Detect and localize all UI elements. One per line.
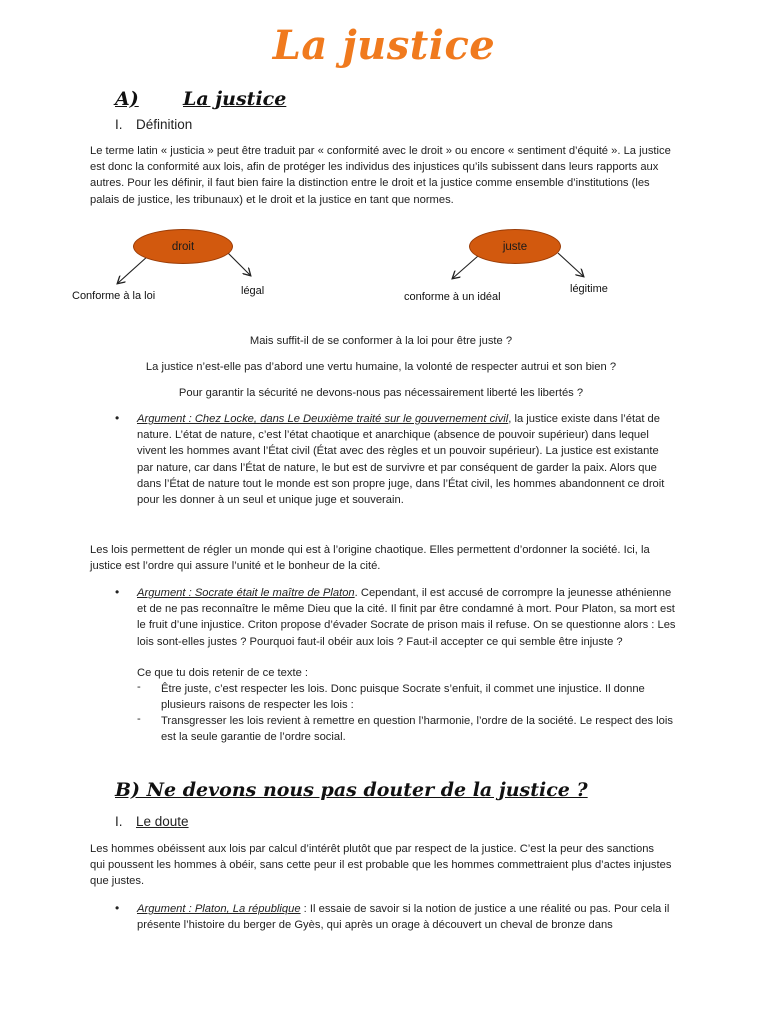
juste-left-branch: conforme à un idéal	[404, 291, 501, 303]
droit-left-branch: Conforme à la loi	[72, 290, 156, 302]
arrow-juste-right	[558, 253, 583, 276]
argument-label: Argument : Platon, La république	[137, 903, 301, 915]
section-a-title: La justice	[183, 88, 287, 110]
subsection-number: I.	[115, 117, 123, 132]
question-1: Mais suffit-il de se conformer à la loi pour être juste ?	[249, 335, 513, 347]
arrow-droit-right	[228, 253, 250, 275]
bullet-icon: •	[115, 411, 120, 425]
section-a-label: A)	[115, 88, 139, 110]
bullet-icon: •	[115, 585, 120, 599]
subsection-title: Définition	[136, 117, 193, 132]
juste-oval	[469, 229, 561, 264]
lois-paragraph: Les lois permettent de régler un monde qui est à l’origine chaotique. Elles permettent d’ordonner la société. Ici, la justice est l’ordre qui assure l’unité et le bonheur de la cité.	[90, 544, 650, 573]
dash-icon: -	[137, 713, 141, 725]
page-title: La justice	[272, 22, 496, 69]
droit-label: droit	[171, 240, 195, 253]
section-b-heading: B) Ne devons nous pas douter de la justice ?	[115, 779, 588, 801]
arrow-droit-left	[118, 256, 148, 283]
retain-line: Ce que tu dois retenir de ce texte :	[137, 667, 309, 679]
definition-paragraph: Le terme latin « justicia » peut être traduit par « conformité avec le droit » ou encore « sentiment d’équité ». La justice est donc la conformité aux lois, afin de protéger les individus des injustices qu’ils subissent dans leurs rapports aux autres. Pour les définir, il faut bien faire la distinction entre le droit et la justice comme ensemble d’institutions (les palais de justice, les tribunaux) et le droit et la justice en tant que normes.	[90, 145, 671, 206]
juste-label: juste	[502, 240, 528, 253]
argument-locke	[137, 411, 677, 508]
question-3: Pour garantir la sécurité ne devons-nous pas nécessairement liberté les libertés ?	[178, 387, 584, 399]
dash-icon: -	[137, 681, 141, 693]
argument-text: . Cependant, il est accusé de corrompre la jeunesse athénienne et de ne pas reconnaître le même Dieu que la cité. Il finit par être condamné à mort. Pour Platon, sa mort est le fruit d’une injustice. Criton propose d’évader Socrate de prison mais il refuse. On se questionne alors : Les lois sont-elles justes ? Pourquoi faut-il obéir aux lois ? Faut-il accepter ce qui semble être injuste ?	[137, 587, 676, 648]
argument-label: Argument : Chez Locke, dans Le Deuxième traité sur le gouvernement civil	[137, 413, 509, 425]
subsection-title: Le doute	[136, 814, 189, 829]
bullet-icon: •	[115, 901, 120, 915]
arrow-juste-left	[453, 256, 478, 278]
subsection-doute	[115, 814, 189, 829]
droit-right-branch: légal	[241, 285, 265, 297]
droit-oval	[133, 229, 233, 264]
argument-text: : Il essaie de savoir si la notion de justice a une réalité ou pas. Pour cela il présente l’histoire du berger de Gyès, qui après un orage à découvert un cheval de bronze dans	[137, 903, 670, 932]
juste-right-branch: légitime	[570, 283, 608, 295]
question-2: La justice n’est-elle pas d’abord une vertu humaine, la volonté de respecter autrui et son bien ?	[145, 361, 617, 373]
retain-point-2: Transgresser les lois revient à remettre en question l’harmonie, l’ordre de la société. Le respect des lois est la seule garantie de l’ordre social.	[161, 715, 673, 744]
argument-text: , la justice existe dans l’état de nature. L’état de nature, c’est l’état chaotique et anarchique (absence de pouvoir supérieur) dans lequel vivent les hommes avant l’État civil (État avec des règles et un pouvoir supérieur). La justice est existante par nature, car dans l’État de nature, le but est de survivre et par conséquent de garder la paix. Alors que dans l’État de nature tout le monde est son propre juge, dans l’État civil, les hommes abandonnent ce droit pour les donner à un seul et unique juge et souverain.	[137, 413, 665, 507]
argument-label: Argument : Socrate était le maître de Platon	[137, 587, 355, 599]
retain-point-1: Être juste, c’est respecter les lois. Donc puisque Socrate s’enfuit, il commet une injustice. Il donne plusieurs raisons de respecter les lois :	[161, 683, 645, 712]
subsection-number: I.	[115, 814, 123, 829]
argument-platon	[137, 901, 677, 933]
doute-paragraph: Les hommes obéissent aux lois par calcul d’intérêt plutôt que par respect de la justice. C’est la peur des sanctions qui poussent les hommes à obéir, sans cette peur il est probable que les hommes commettraient plus d’actes injustes que justes.	[90, 843, 672, 888]
argument-socrate	[137, 585, 677, 650]
